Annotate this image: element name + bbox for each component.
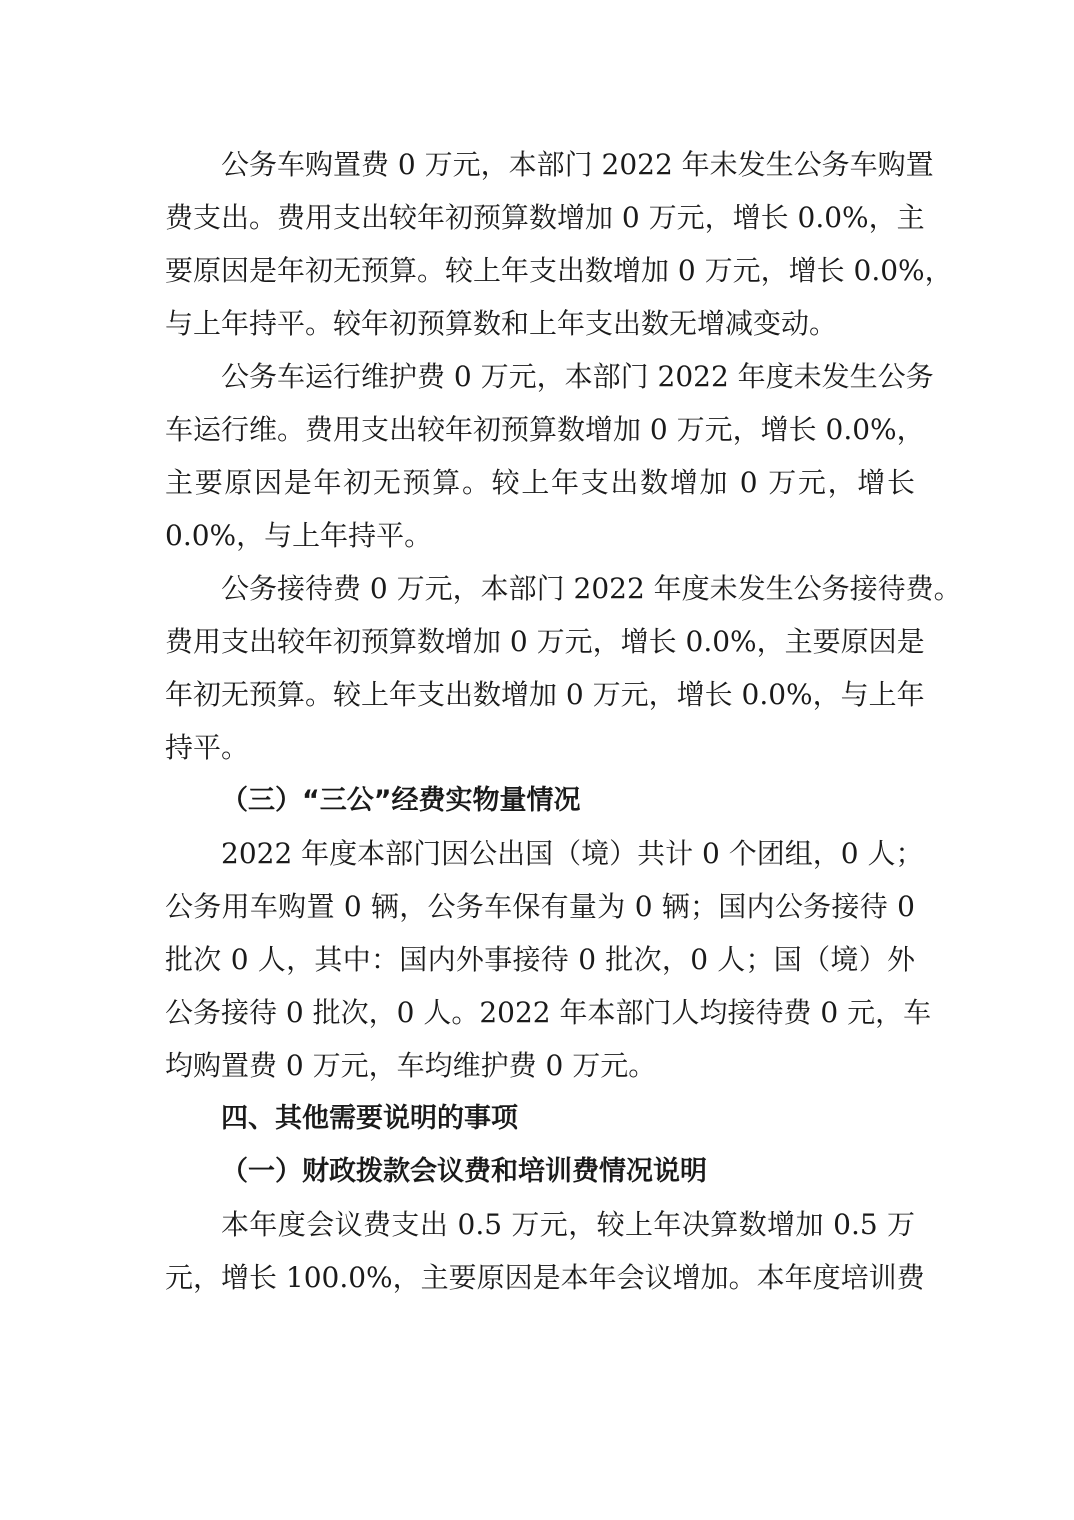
- paragraph-line: 公务用车购置 0 辆，公务车保有量为 0 辆；国内公务接待 0: [165, 890, 915, 923]
- paragraph-line: 0.0%，与上年持平。: [165, 519, 433, 552]
- section-heading: （三）“三公”经费实物量情况: [221, 785, 581, 816]
- section-heading: （一）财政拨款会议费和培训费情况说明: [221, 1156, 707, 1187]
- paragraph-line: 元，增长 100.0%，主要原因是本年会议增加。本年度培训费: [165, 1261, 925, 1294]
- paragraph-line: 公务接待费 0 万元，本部门 2022 年度未发生公务接待费。: [221, 572, 962, 605]
- document-body: [165, 138, 962, 1304]
- paragraph-line: 本年度会议费支出 0.5 万元，较上年决算数增加 0.5 万: [221, 1208, 915, 1241]
- paragraph-line: 车运行维。费用支出较年初预算数增加 0 万元，增长 0.0%，: [165, 413, 925, 446]
- paragraph-line: 公务接待 0 批次，0 人。2022 年本部门人均接待费 0 元，车: [165, 996, 932, 1029]
- paragraph-line: 2022 年度本部门因公出国（境）共计 0 个团组，0 人；: [221, 837, 924, 870]
- paragraph-line: 年初无预算。较上年支出数增加 0 万元，增长 0.0%，与上年: [165, 678, 925, 711]
- paragraph-line: 均购置费 0 万元，车均维护费 0 万元。: [165, 1049, 657, 1082]
- paragraph-line: 主要原因是年初无预算。较上年支出数增加 0 万元，增长: [165, 466, 915, 499]
- paragraph-line: 批次 0 人，其中：国内外事接待 0 批次，0 人；国（境）外: [165, 943, 915, 976]
- paragraph-line: 费用支出较年初预算数增加 0 万元，增长 0.0%，主要原因是: [165, 625, 925, 658]
- paragraph-line: 费支出。费用支出较年初预算数增加 0 万元，增长 0.0%，主: [165, 201, 925, 234]
- paragraph-line: 要原因是年初无预算。较上年支出数增加 0 万元，增长 0.0%，: [165, 254, 953, 287]
- paragraph-line: 持平。: [165, 731, 250, 764]
- paragraph-line: 公务车运行维护费 0 万元，本部门 2022 年度未发生公务: [221, 360, 934, 393]
- section-heading: 四、其他需要说明的事项: [221, 1103, 518, 1134]
- paragraph-line: 与上年持平。较年初预算数和上年支出数无增减变动。: [165, 307, 838, 340]
- paragraph-line: 公务车购置费 0 万元，本部门 2022 年未发生公务车购置: [221, 148, 934, 181]
